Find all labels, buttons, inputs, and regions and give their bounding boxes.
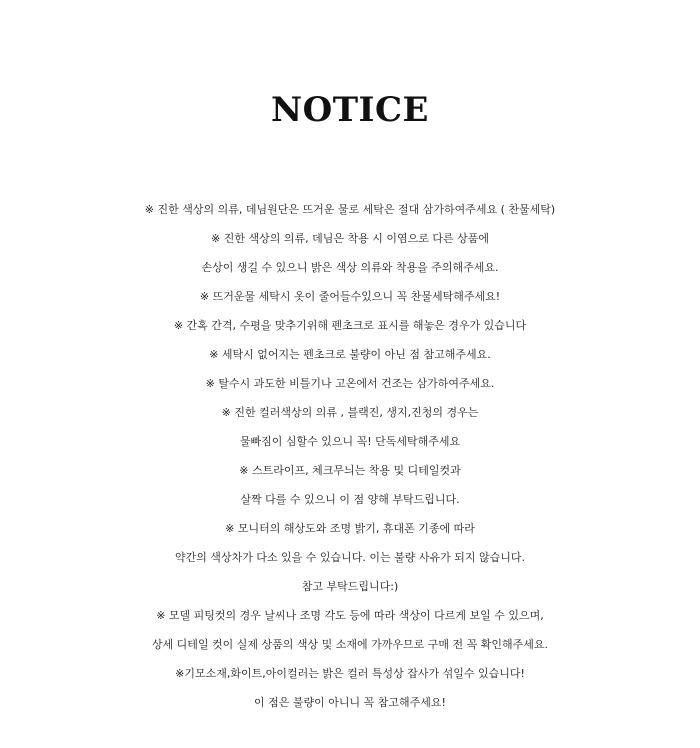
notice-line: ※ 진한 컬러색상의 의류 , 블랙진, 생지,진청의 경우는	[221, 406, 479, 419]
notice-line: 상세 디테일 컷이 실제 상품의 색상 및 소재에 가까우므로 구매 전 꼭 확인해주세요.	[151, 638, 549, 651]
notice-line: ※기모소재,화이트,아이컬러는 밝은 컬러 특성상 잡사가 섞일수 있습니다!	[175, 667, 525, 680]
notice-line: 참고 부탁드립니다:)	[301, 580, 399, 593]
notice-line: 살짝 다를 수 있으니 이 점 양해 부탁드립니다.	[240, 493, 460, 506]
notice-line: ※ 진한 색상의 의류, 데님은 착용 시 이염으로 다른 상품에	[211, 232, 489, 245]
notice-line: ※ 모니터의 해상도와 조명 밝기, 휴대폰 기종에 따라	[225, 522, 475, 535]
notice-line: 물빠짐이 심할수 있으니 꼭! 단독세탁해주세요	[239, 435, 461, 448]
notice-line: ※ 간혹 간격, 수평을 맞추기위해 펜초크로 표시를 해놓은 경우가 있습니다	[173, 319, 527, 332]
notice-line: ※ 뜨거운물 세탁시 옷이 줄어들수있으니 꼭 찬물세탁해주세요!	[199, 290, 501, 303]
notice-line: 약간의 색상차가 다소 있을 수 있습니다. 이는 불량 사유가 되지 않습니다.	[174, 551, 526, 564]
notice-line: ※ 세탁시 없어지는 펜초크로 불량이 아닌 점 참고해주세요.	[209, 348, 491, 361]
notice-line: 이 점은 불량이 아니니 꼭 참고해주세요!	[254, 696, 446, 709]
notice-line: ※ 탈수시 과도한 비틀기나 고온에서 건조는 삼가하여주세요.	[205, 377, 495, 390]
notice-text-block	[0, 195, 700, 717]
notice-title: NOTICE	[271, 90, 429, 130]
notice-line: 손상이 생길 수 있으니 밝은 색상 의류와 착용을 주의해주세요.	[201, 261, 499, 274]
notice-line: ※ 스트라이프, 체크무늬는 착용 및 디테일컷과	[239, 464, 461, 477]
notice-line: ※ 진한 색상의 의류, 데님원단은 뜨거운 물로 세탁은 절대 삼가하여주세요 ( 찬물세탁)	[144, 203, 556, 216]
notice-line: ※ 모델 피팅컷의 경우 날씨나 조명 각도 등에 따라 색상이 다르게 보일 수 있으며,	[156, 609, 544, 622]
